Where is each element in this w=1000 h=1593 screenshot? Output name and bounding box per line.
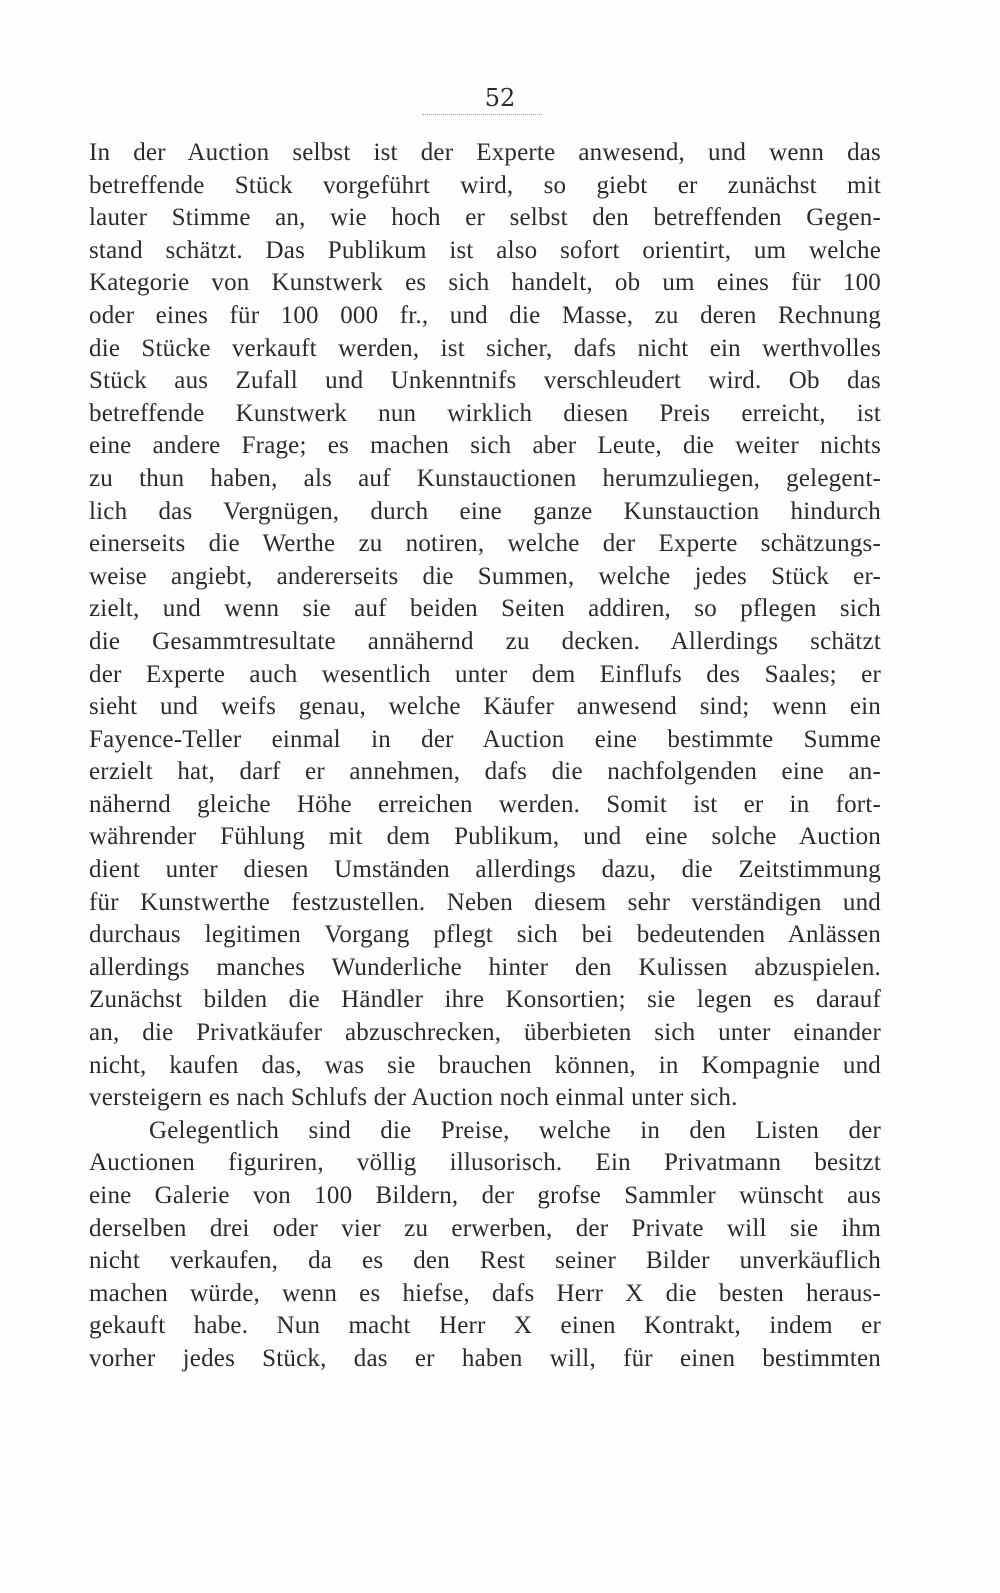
body-text [89, 137, 881, 1376]
text-line: Zunächst bilden die Händler ihre Konsortien; sie legen es darauf [89, 986, 881, 1014]
text-line: sieht und weifs genau, welche Käufer anwesend sind; wenn ein [89, 693, 881, 721]
paragraph-start-line: Gelegentlich sind die Preise, welche in den Listen der [149, 1116, 881, 1144]
text-line: eine andere Frage; es machen sich aber Leute, die weiter nichts [89, 432, 881, 460]
text-line: zielt, und wenn sie auf beiden Seiten addiren, so pflegen sich [89, 595, 881, 623]
text-line: dient unter diesen Umständen allerdings dazu, die Zeitstimmung [89, 856, 881, 884]
text-line: einerseits die Werthe zu notiren, welche der Experte schätzungs- [89, 530, 881, 558]
text-line: währender Fühlung mit dem Publikum, und eine solche Auction [89, 823, 881, 851]
text-line: an, die Privatkäufer abzuschrecken, überbieten sich unter einander [89, 1019, 881, 1047]
text-line: oder eines für 100 000 fr., und die Masse, zu deren Rechnung [89, 301, 881, 329]
text-line: nähernd gleiche Höhe erreichen werden. Somit ist er in fort- [89, 790, 881, 818]
text-line: gekauft habe. Nun macht Herr X einen Kontrakt, indem er [89, 1312, 881, 1340]
text-line: betreffende Kunstwerk nun wirklich diesen Preis erreicht, ist [89, 399, 881, 427]
text-line: machen würde, wenn es hiefse, dafs Herr X die besten heraus- [89, 1279, 881, 1307]
text-line: die Stücke verkauft werden, ist sicher, dafs nicht ein werthvolles [89, 334, 881, 362]
page-number: 52 [484, 84, 516, 112]
text-line: Auctionen figuriren, völlig illusorisch. Ein Privatmann besitzt [89, 1149, 881, 1177]
text-line: allerdings manches Wunderliche hinter den Kulissen abzuspielen. [89, 953, 881, 981]
text-line: In der Auction selbst ist der Experte anwesend, und wenn das [89, 139, 881, 166]
text-line: betreffende Stück vorgeführt wird, so giebt er zunächst mit [89, 171, 881, 199]
text-line: lich das Vergnügen, durch eine ganze Kunstauction hindurch [89, 497, 881, 525]
text-line: nicht verkaufen, da es den Rest seiner Bilder unverkäuflich [89, 1247, 881, 1275]
text-line: durchaus legitimen Vorgang pflegt sich bei bedeutenden Anlässen [89, 921, 881, 949]
text-line: zu thun haben, als auf Kunstauctionen herumzuliegen, gelegent- [89, 464, 881, 492]
text-line: Stück aus Zufall und Unkenntnifs verschleudert wird. Ob das [89, 367, 881, 395]
text-line: die Gesammtresultate annähernd zu decken. Allerdings schätzt [89, 627, 881, 655]
text-line: Kategorie von Kunstwerk es sich handelt, ob um eines für 100 [89, 269, 881, 297]
paragraph-end-line: versteigern es nach Schlufs der Auction noch einmal unter sich. [89, 1084, 738, 1112]
text-line: vorher jedes Stück, das er haben will, für einen bestimmten [89, 1344, 881, 1372]
header-rule [422, 114, 542, 116]
text-line: stand schätzt. Das Publikum ist also sofort orientirt, um welche [89, 236, 881, 264]
text-line: nicht, kaufen das, was sie brauchen können, in Kompagnie und [89, 1051, 881, 1079]
text-line: derselben drei oder vier zu erwerben, der Private will sie ihm [89, 1214, 881, 1242]
text-line: erzielt hat, darf er annehmen, dafs die nachfolgenden eine an- [89, 758, 881, 786]
text-line: weise angiebt, andererseits die Summen, welche jedes Stück er- [89, 562, 881, 590]
text-line: für Kunstwerthe festzustellen. Neben diesem sehr verständigen und [89, 888, 881, 916]
text-line: der Experte auch wesentlich unter dem Einflufs des Saales; er [89, 660, 881, 688]
text-line: Fayence-Teller einmal in der Auction eine bestimmte Summe [89, 725, 881, 753]
text-line: eine Galerie von 100 Bildern, der grofse Sammler wünscht aus [89, 1182, 881, 1209]
text-line: lauter Stimme an, wie hoch er selbst den betreffenden Gegen- [89, 204, 881, 232]
